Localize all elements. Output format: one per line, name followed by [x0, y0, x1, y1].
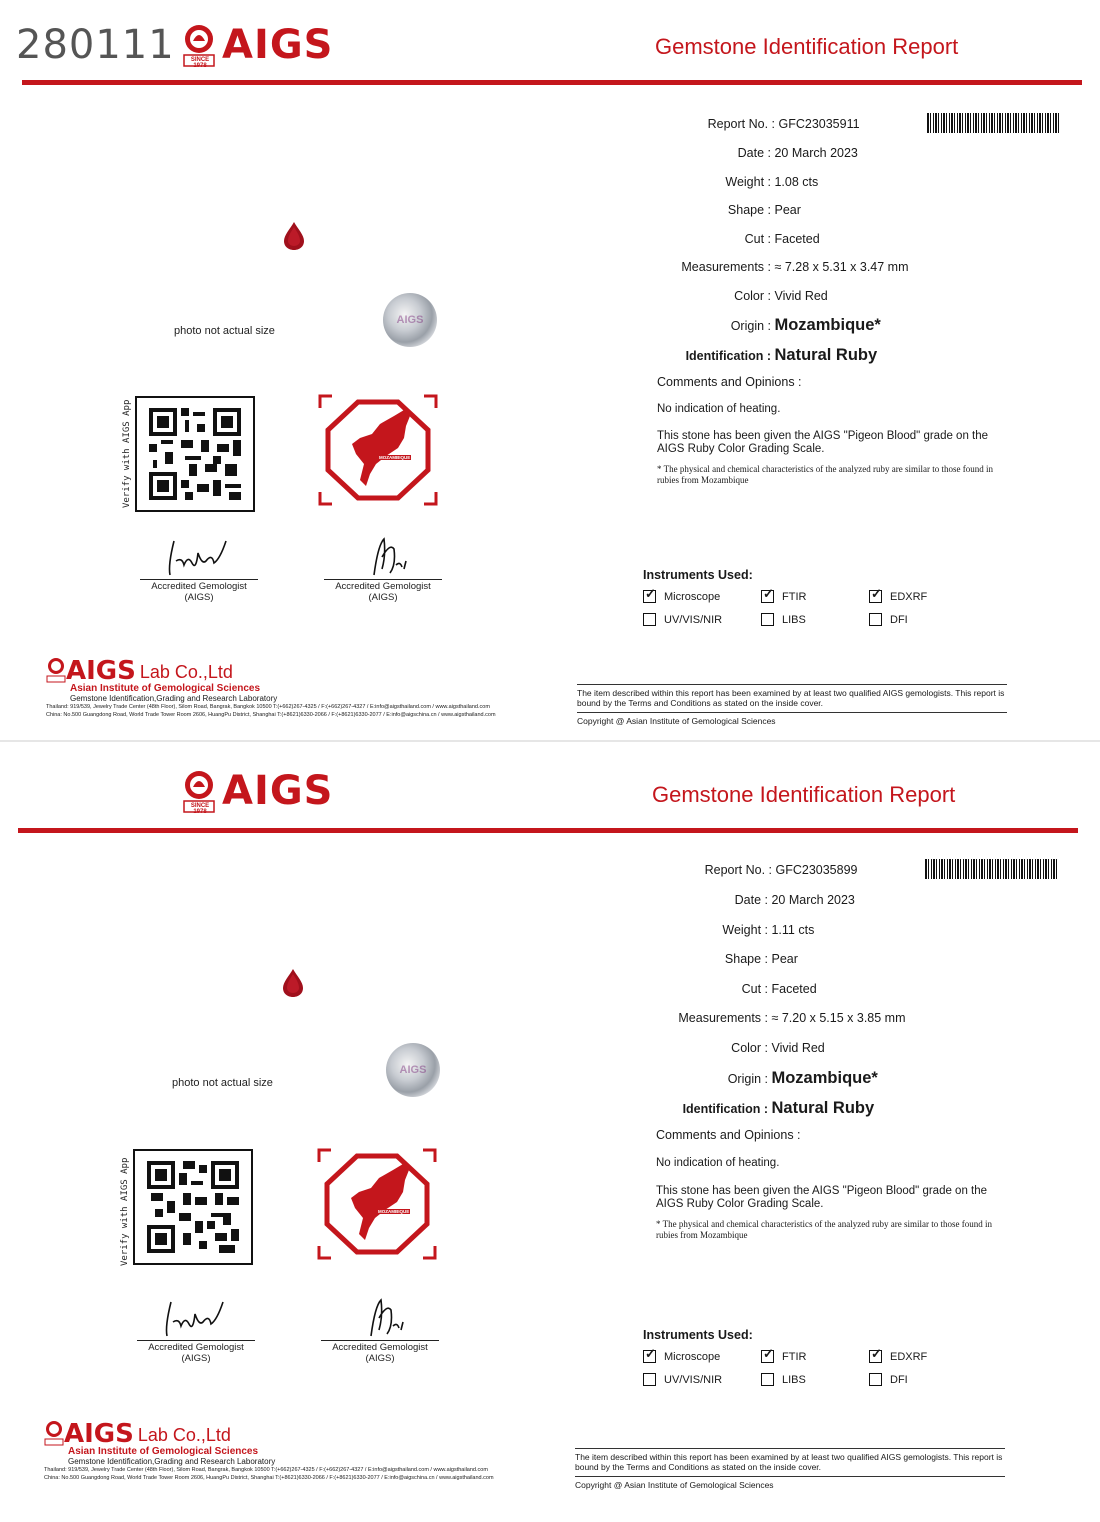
- instrument-ftir: ✓ FTIR: [761, 590, 869, 603]
- legal-text: The item described within this report has been examined by at least two qualified AIGS gemologists. This report is bound by the Terms and Conditions as stated on the inside cover.: [575, 1448, 1005, 1472]
- lab-company: Lab Co.,Ltd: [137, 1425, 231, 1445]
- ruby-photo: [282, 968, 304, 998]
- lab-info: [46, 657, 526, 719]
- ruby-photo: [283, 221, 305, 251]
- hologram-text: AIGS: [396, 314, 424, 326]
- legal-text: The item described within this report has been examined by at least two qualified AIGS gemologists. This report is bound by the Terms and Conditions as stated on the inside cover.: [577, 684, 1007, 708]
- comment-footnote: * The physical and chemical characteristics of the analyzed ruby are similar to those found in rubies from Mozambique: [657, 464, 993, 485]
- lab-seal-icon: [46, 657, 66, 683]
- instrument-uvvisnir: UV/VIS/NIR: [643, 1373, 761, 1386]
- lab-address-china: China: No.500 Guangdong Road, World Trade Tower Room 2606, HuangPu District, Shanghai T:(+8621)6330-2066 / F:(+8621)6330-2077 / E:info@aigschina.cn / www.aigsthailand.com: [44, 1475, 494, 1481]
- signature-scribble-2: [338, 535, 428, 579]
- barcode: [927, 113, 1059, 133]
- copyright: Copyright @ Asian Institute of Gemological Sciences: [577, 712, 1007, 726]
- sig2-title: Accredited Gemologist: [335, 581, 431, 592]
- sig2-title: Accredited Gemologist: [332, 1342, 428, 1353]
- verify-app-text: Verify with AIGS App: [122, 399, 132, 508]
- mozambique-map-icon: [317, 1148, 437, 1260]
- instruments-heading: Instruments Used:: [643, 1328, 753, 1342]
- seal-text: SINCE 1978: [190, 803, 210, 815]
- instruments-used: [643, 1328, 943, 1386]
- verify-app-text: Verify with AIGS App: [120, 1157, 130, 1266]
- lab-address-thailand: Thailand: 919/539, Jewelry Trade Center (48th Floor), Silom Road, Bangrak, Bangkok 10500 T:(+662)267-4325 / F:(+662)267-4327 / E:info@aigsthailand.com / www.aigsthailand.com: [46, 704, 490, 710]
- field-origin: Origin : Mozambique*: [727, 1069, 878, 1087]
- checkbox-checked-icon: [643, 1350, 656, 1363]
- comments: [657, 376, 1007, 500]
- signature-2: [321, 1296, 439, 1364]
- instrument-uvvisnir: UV/VIS/NIR: [643, 613, 761, 626]
- comment-grade: This stone has been given the AIGS "Pigeon Blood" grade on the AIGS Ruby Color Grading Scale.: [657, 430, 989, 455]
- origin-map-seal: [317, 1148, 437, 1260]
- lab-institute: Asian Institute of Gemological Sciences: [70, 683, 261, 694]
- legal-notice: [577, 684, 1007, 726]
- comments: [656, 1129, 1006, 1255]
- lab-aigs: AIGS: [66, 656, 136, 686]
- copyright: Copyright @ Asian Institute of Gemological Sciences: [575, 1476, 1005, 1490]
- field-color: Color : Vivid Red: [734, 289, 828, 303]
- corner-id: 280111: [16, 22, 175, 68]
- instrument-libs: LIBS: [761, 1373, 869, 1386]
- checkbox-empty-icon: [761, 613, 774, 626]
- field-measurements: Measurements : ≈ 7.28 x 5.31 x 3.47 mm: [681, 260, 909, 274]
- checkbox-empty-icon: [869, 613, 882, 626]
- hologram-sticker: [383, 293, 437, 347]
- comment-heating: No indication of heating.: [657, 403, 781, 415]
- field-report-no: Report No. : GFC23035911: [707, 117, 860, 131]
- sig2-org: (AIGS): [368, 592, 398, 603]
- report-title: Gemstone Identification Report: [652, 782, 956, 807]
- logo-wordmark: AIGS: [222, 22, 334, 68]
- signature-2: [324, 535, 442, 603]
- sig1-title: Accredited Gemologist: [151, 581, 247, 592]
- instruments-used: [643, 568, 943, 626]
- checkbox-checked-icon: [869, 1350, 882, 1363]
- checkbox-checked-icon: [643, 590, 656, 603]
- instrument-ftir: ✓ FTIR: [761, 1350, 869, 1363]
- instrument-microscope: ✓ Microscope: [643, 1350, 761, 1363]
- qr-code-frame[interactable]: [135, 396, 255, 512]
- signature-1: [140, 535, 258, 603]
- map-label: MOZAMBIQUE: [379, 455, 411, 460]
- qr-code-frame[interactable]: [133, 1149, 253, 1265]
- checkbox-checked-icon: [869, 590, 882, 603]
- checkbox-checked-icon: [761, 1350, 774, 1363]
- instruments-heading: Instruments Used:: [643, 568, 753, 582]
- photo-note: photo not actual size: [172, 1077, 273, 1089]
- lab-institute: Asian Institute of Gemological Sciences: [68, 1446, 259, 1457]
- field-identification: Identification : Natural Ruby: [682, 1099, 875, 1117]
- instrument-edxrf: ✓ EDXRF: [869, 590, 949, 603]
- instrument-edxrf: ✓ EDXRF: [869, 1350, 949, 1363]
- instrument-libs: LIBS: [761, 613, 869, 626]
- comment-grade: This stone has been given the AIGS "Pigeon Blood" grade on the AIGS Ruby Color Grading Scale.: [656, 1185, 988, 1210]
- legal-notice: [575, 1448, 1005, 1490]
- checkbox-empty-icon: [643, 1373, 656, 1386]
- field-report-no: Report No. : GFC23035899: [704, 863, 858, 877]
- signature-1: [137, 1296, 255, 1364]
- logo-wordmark: AIGS: [222, 768, 334, 814]
- origin-map-seal: [318, 394, 438, 506]
- header-rule: [18, 828, 1078, 833]
- checkbox-checked-icon: [761, 590, 774, 603]
- field-identification: Identification : Natural Ruby: [685, 346, 878, 364]
- report-1: [0, 0, 1100, 750]
- report-2: [0, 750, 1100, 1500]
- report-title: Gemstone Identification Report: [655, 34, 959, 59]
- barcode: [925, 859, 1057, 879]
- instrument-dfi: DFI: [869, 1373, 949, 1386]
- sig1-org: (AIGS): [184, 592, 214, 603]
- checkbox-empty-icon: [643, 613, 656, 626]
- header-rule: [22, 80, 1082, 85]
- qr-code-icon: [149, 408, 241, 500]
- qr-code-icon: [147, 1161, 239, 1253]
- lab-seal-icon: [44, 1420, 64, 1446]
- field-weight: Weight : 1.11 cts: [722, 923, 815, 937]
- lab-aigs: AIGS: [64, 1419, 134, 1449]
- sig1-title: Accredited Gemologist: [148, 1342, 244, 1353]
- instrument-microscope: ✓ Microscope: [643, 590, 761, 603]
- signature-scribble-2: [335, 1296, 425, 1340]
- field-weight: Weight : 1.08 cts: [725, 175, 819, 189]
- lab-company: Lab Co.,Ltd: [139, 662, 233, 682]
- lab-subtitle: Gemstone Identification,Grading and Research Laboratory: [70, 694, 278, 703]
- lab-subtitle: Gemstone Identification,Grading and Research Laboratory: [68, 1457, 276, 1466]
- comment-footnote: * The physical and chemical characteristics of the analyzed ruby are similar to those found in rubies from Mozambique: [656, 1219, 992, 1240]
- signature-scribble-1: [151, 1296, 241, 1340]
- field-cut: Cut : Faceted: [744, 232, 820, 246]
- lab-address-thailand: Thailand: 919/539, Jewelry Trade Center (48th Floor), Silom Road, Bangrak, Bangkok 10500 T:(+662)267-4325 / F:(+662)267-4327 / E:info@aigsthailand.com / www.aigsthailand.com: [44, 1467, 488, 1473]
- field-shape: Shape : Pear: [727, 203, 801, 217]
- field-date: Date : 20 March 2023: [734, 893, 855, 907]
- checkbox-empty-icon: [869, 1373, 882, 1386]
- map-label: MOZAMBIQUE: [378, 1209, 410, 1214]
- instrument-dfi: DFI: [869, 613, 949, 626]
- seal-text: SINCE 1978: [190, 57, 210, 69]
- field-color: Color : Vivid Red: [731, 1041, 825, 1055]
- field-shape: Shape : Pear: [724, 952, 798, 966]
- photo-note: photo not actual size: [174, 325, 275, 337]
- lab-info: [44, 1420, 524, 1482]
- checkbox-empty-icon: [761, 1373, 774, 1386]
- field-measurements: Measurements : ≈ 7.20 x 5.15 x 3.85 mm: [678, 1011, 906, 1025]
- sig2-org: (AIGS): [365, 1353, 395, 1364]
- field-origin: Origin : Mozambique*: [730, 316, 881, 334]
- report-divider: [0, 740, 1100, 742]
- field-date: Date : 20 March 2023: [737, 146, 858, 160]
- field-cut: Cut : Faceted: [741, 982, 817, 996]
- lab-address-china: China: No.500 Guangdong Road, World Trade Tower Room 2606, HuangPu District, Shanghai T:(+8621)6330-2066 / F:(+8621)6330-2077 / E:info@aigschina.cn / www.aigsthailand.com: [46, 712, 496, 718]
- comments-heading: Comments and Opinions :: [657, 375, 802, 389]
- comment-heating: No indication of heating.: [656, 1157, 780, 1169]
- sig1-org: (AIGS): [181, 1353, 211, 1364]
- hologram-sticker: [386, 1043, 440, 1097]
- mozambique-map-icon: [318, 394, 438, 506]
- hologram-text: AIGS: [399, 1064, 427, 1076]
- comments-heading: Comments and Opinions :: [656, 1128, 801, 1142]
- signature-scribble-1: [154, 535, 244, 579]
